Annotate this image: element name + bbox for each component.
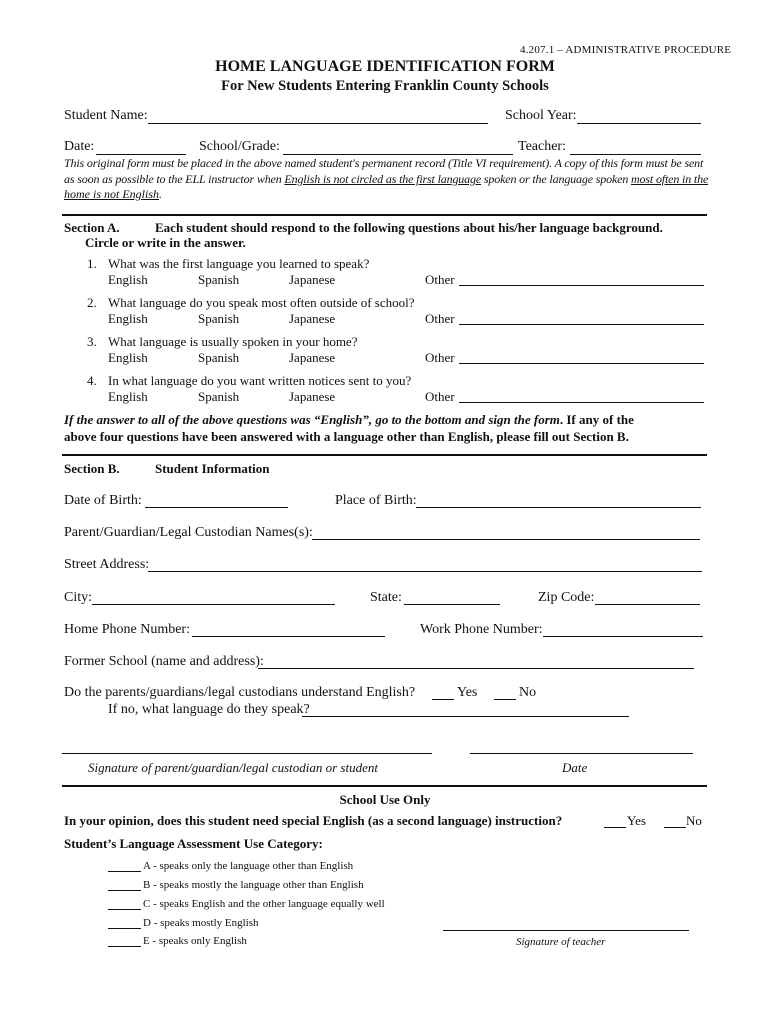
street-address-label: Street Address: <box>64 557 150 572</box>
student-name-line[interactable] <box>148 123 488 124</box>
work-phone-label: Work Phone Number: <box>420 622 543 637</box>
pob-label: Place of Birth: <box>335 493 417 508</box>
teacher-signature-caption: Signature of teacher <box>516 936 606 948</box>
option-japanese[interactable]: Japanese <box>289 350 336 365</box>
city-label: City: <box>64 590 93 605</box>
option-spanish[interactable]: Spanish <box>198 350 240 365</box>
question-number: 3. <box>87 334 97 349</box>
notice-line-1: This original form must be placed in the above named student's permanent record (Title VI requirement). A copy of this form must be sent <box>64 156 704 170</box>
option-spanish[interactable]: Spanish <box>198 272 240 287</box>
category-title: Student’s Language Assessment Use Category: <box>64 836 323 851</box>
state-line[interactable] <box>404 604 500 605</box>
section-a-instruction: Each student should respond to the following questions about his/her language background. <box>155 220 663 235</box>
school-grade-label: School/Grade: <box>199 139 280 154</box>
special-yes-label: Yes <box>627 813 646 828</box>
home-phone-line[interactable] <box>192 636 385 637</box>
street-address-line[interactable] <box>148 571 702 572</box>
other-language-line[interactable] <box>459 363 704 364</box>
question-number: 1. <box>87 256 97 271</box>
notice-underlined-text: English is not circled as the first language <box>284 172 482 186</box>
category-item: D - speaks mostly English <box>143 917 259 929</box>
guardian-names-line[interactable] <box>312 539 700 540</box>
teacher-signature-line[interactable] <box>443 930 689 931</box>
option-japanese[interactable]: Japanese <box>289 272 336 287</box>
date-label: Date: <box>64 139 95 154</box>
zip-line[interactable] <box>595 604 700 605</box>
option-other: Other <box>425 389 455 404</box>
notice-line-2 <box>64 172 708 187</box>
teacher-label: Teacher: <box>518 139 566 154</box>
notice-text: as soon as possible to the ELL instructor when <box>64 172 285 186</box>
divider <box>62 785 707 787</box>
category-item: E - speaks only English <box>143 935 247 947</box>
guardian-names-label: Parent/Guardian/Legal Custodian Names(s): <box>64 525 313 540</box>
category-blank[interactable] <box>108 871 141 872</box>
category-item: B - speaks mostly the language other than English <box>143 879 364 891</box>
date-caption: Date <box>562 760 588 775</box>
work-phone-line[interactable] <box>543 636 703 637</box>
category-item: A - speaks only the language other than English <box>143 860 354 872</box>
category-blank[interactable] <box>108 946 141 947</box>
school-grade-line[interactable] <box>283 154 513 155</box>
section-b-title: Student Information <box>155 461 270 476</box>
student-name-label: Student Name: <box>64 108 148 123</box>
special-no-line[interactable] <box>664 827 686 828</box>
yes-checkbox-line[interactable] <box>432 699 454 700</box>
zip-label: Zip Code: <box>538 590 595 605</box>
other-language-line[interactable] <box>459 402 704 403</box>
date-signature-line[interactable] <box>470 753 693 754</box>
divider <box>62 214 707 216</box>
note-text: . If any of the <box>559 412 634 427</box>
form-subtitle: For New Students Entering Franklin County Schools <box>221 78 549 94</box>
option-english[interactable]: English <box>108 311 148 326</box>
other-language-line[interactable] <box>459 324 704 325</box>
other-language-question: If no, what language do they speak? <box>108 702 310 717</box>
option-other: Other <box>425 272 455 287</box>
dob-label: Date of Birth: <box>64 493 142 508</box>
pob-line[interactable] <box>416 507 701 508</box>
parent-signature-caption: Signature of parent/guardian/legal custodian or student <box>88 760 378 775</box>
dob-line[interactable] <box>145 507 288 508</box>
option-japanese[interactable]: Japanese <box>289 389 336 404</box>
school-use-title: School Use Only <box>339 792 431 807</box>
question-number: 4. <box>87 373 97 388</box>
question-number: 2. <box>87 295 97 310</box>
option-english[interactable]: English <box>108 389 148 404</box>
option-english[interactable]: English <box>108 350 148 365</box>
no-label: No <box>519 685 537 700</box>
category-item: C - speaks English and the other language equally well <box>143 898 385 910</box>
notice-underlined-text: most often in the <box>631 172 709 186</box>
question-text: What language is usually spoken in your home? <box>108 334 358 349</box>
parent-language-line[interactable] <box>302 716 629 717</box>
notice-text: . <box>159 187 162 201</box>
parent-signature-line[interactable] <box>62 753 432 754</box>
state-label: State: <box>370 590 402 605</box>
home-phone-label: Home Phone Number: <box>64 622 190 637</box>
procedure-code: 4.207.1 – ADMINISTRATIVE PROCEDURE <box>520 44 732 56</box>
option-spanish[interactable]: Spanish <box>198 389 240 404</box>
other-language-line[interactable] <box>459 285 704 286</box>
special-yes-line[interactable] <box>604 827 626 828</box>
divider <box>62 454 707 456</box>
section-a-note <box>64 412 634 428</box>
special-no-label: No <box>686 813 702 828</box>
section-a-instruction-2: Circle or write in the answer. <box>85 235 246 250</box>
question-text: What was the first language you learned to speak? <box>108 256 370 271</box>
date-line[interactable] <box>96 154 186 155</box>
option-japanese[interactable]: Japanese <box>289 311 336 326</box>
understand-english-question: Do the parents/guardians/legal custodians understand English? <box>64 685 416 700</box>
teacher-line[interactable] <box>570 154 701 155</box>
city-line[interactable] <box>92 604 335 605</box>
category-blank[interactable] <box>108 909 141 910</box>
notice-text: spoken or the language spoken <box>481 172 632 186</box>
option-other: Other <box>425 311 455 326</box>
category-blank[interactable] <box>108 890 141 891</box>
school-year-label: School Year: <box>505 108 577 123</box>
question-text: In what language do you want written notices sent to you? <box>108 373 412 388</box>
category-blank[interactable] <box>108 928 141 929</box>
notice-underlined-text: home is not English <box>64 187 159 201</box>
special-english-question: In your opinion, does this student need special English (as a second language) instruction? <box>64 813 563 828</box>
section-a-label: Section A. <box>64 220 120 235</box>
former-school-line[interactable] <box>258 668 694 669</box>
section-b-label: Section B. <box>64 461 120 476</box>
school-year-line[interactable] <box>577 123 701 124</box>
option-spanish[interactable]: Spanish <box>198 311 240 326</box>
option-english[interactable]: English <box>108 272 148 287</box>
former-school-label: Former School (name and address): <box>64 654 264 669</box>
no-checkbox-line[interactable] <box>494 699 516 700</box>
section-a-note-2: above four questions have been answered with a language other than English, please fill out Section B. <box>64 429 629 444</box>
note-italic: If the answer to all of the above questions was “English”, go to the bottom and sign the form <box>64 412 560 427</box>
yes-label: Yes <box>457 685 478 700</box>
option-other: Other <box>425 350 455 365</box>
notice-line-3 <box>64 187 162 202</box>
question-text: What language do you speak most often outside of school? <box>108 295 415 310</box>
form-title: HOME LANGUAGE IDENTIFICATION FORM <box>215 58 555 75</box>
